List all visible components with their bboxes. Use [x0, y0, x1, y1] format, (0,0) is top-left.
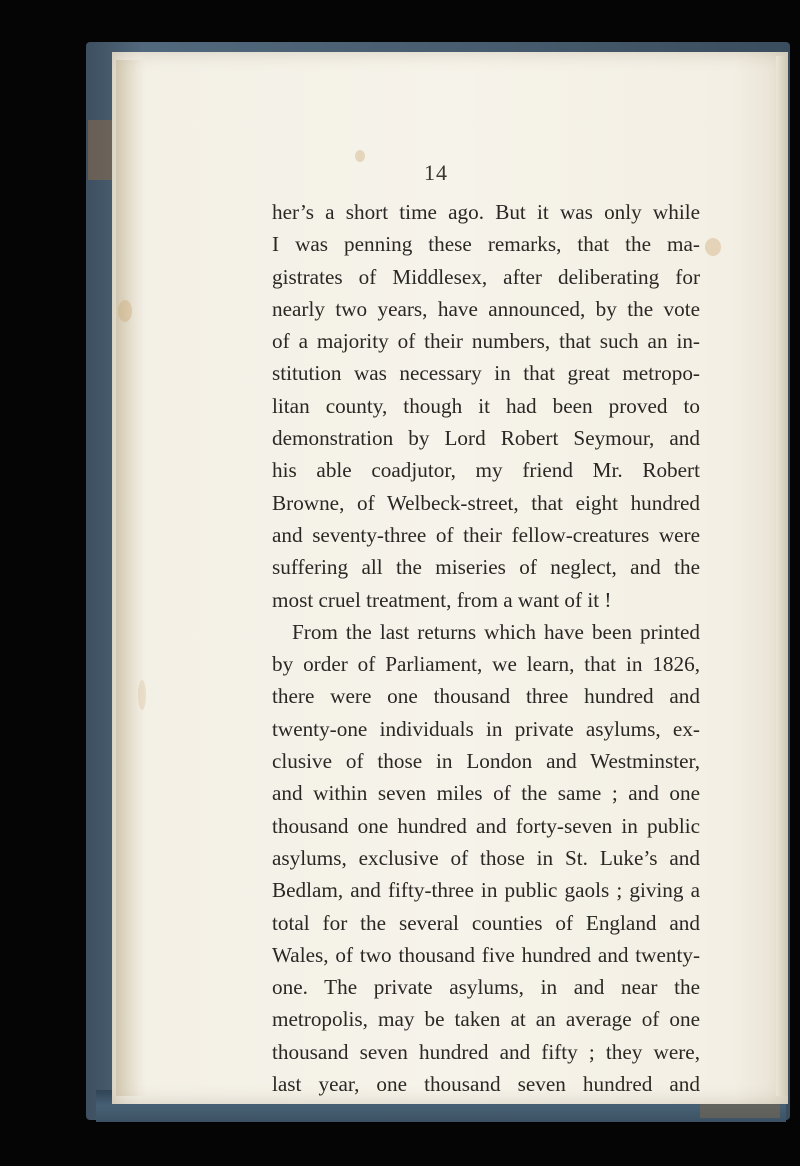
text-line: From the last returns which have been printed [292, 619, 700, 644]
text-line: nearly two years, have announced, by the vote [272, 296, 700, 321]
text-line: twenty-one individuals in private asylums, ex- [272, 716, 700, 741]
text-line: Bedlam, and fifty-three in public gaols ; giving a [272, 878, 700, 903]
text-line: gistrates of Middlesex, after deliberating for [272, 264, 700, 289]
text-line: I was penning these remarks, that the ma- [272, 232, 700, 257]
text-line: stitution was necessary in that great metropo- [272, 361, 700, 386]
text-line: suffering all the miseries of neglect, and the [272, 555, 700, 580]
text-line: clusive of those in London and Westminster, [272, 749, 700, 774]
body-text [272, 196, 700, 1100]
foxing-spot [705, 238, 721, 256]
text-line: by order of Parliament, we learn, that in 1826, [272, 652, 700, 677]
text-line: litan county, though it had been proved to [272, 393, 700, 418]
text-line: and seventy-three of their fellow-creatures were [272, 522, 700, 547]
text-line: her’s a short time ago. But it was only while [272, 200, 700, 224]
text-line: and within seven miles of the same ; and one [272, 781, 700, 806]
text-line: total for the several counties of England and [272, 910, 700, 935]
text-line: his able coadjutor, my friend Mr. Robert [272, 458, 700, 483]
text-line: metropolis, may be taken at an average of one [272, 1007, 700, 1032]
text-line: Wales, of two thousand five hundred and twenty- [272, 942, 700, 967]
page-gutter-shadow [116, 60, 146, 1096]
page-number-text: 14 [424, 160, 448, 185]
text-line: Browne, of Welbeck-street, that eight hundred [272, 490, 700, 515]
text-line: demonstration by Lord Robert Seymour, and [272, 426, 700, 451]
text-line: last year, one thousand seven hundred and [272, 1072, 700, 1097]
text-line: one. The private asylums, in and near the [272, 975, 700, 1000]
foxing-spot [138, 680, 146, 710]
text-line: of a majority of their numbers, that such an in- [272, 329, 700, 354]
text-line: thousand seven hundred and fifty ; they were, [272, 1039, 700, 1064]
page-number [0, 160, 800, 186]
page-right-edge [776, 56, 788, 1096]
text-line: most cruel treatment, from a want of it ! [272, 587, 612, 612]
text-line: there were one thousand three hundred and [272, 684, 700, 709]
text-line: thousand one hundred and forty-seven in public [272, 813, 700, 838]
text-line: asylums, exclusive of those in St. Luke’s and [272, 845, 700, 870]
foxing-spot [118, 300, 132, 322]
